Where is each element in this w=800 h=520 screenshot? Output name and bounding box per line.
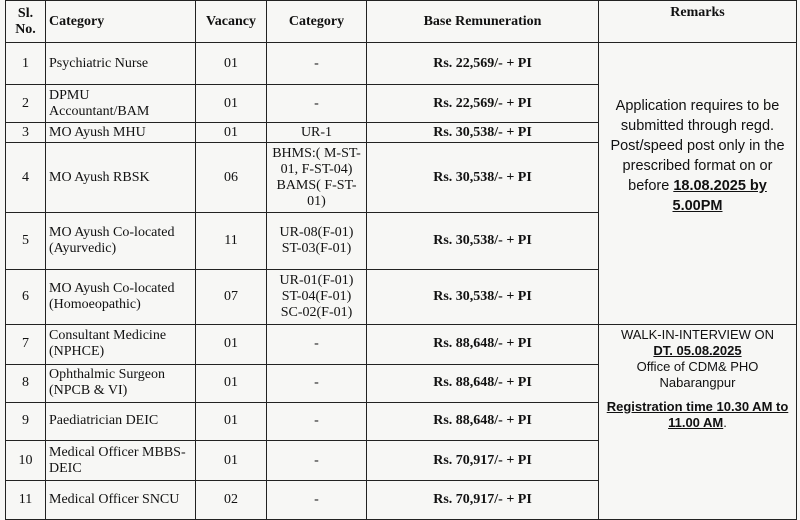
sl-cell: 6 — [6, 270, 46, 325]
category-header: Category — [46, 1, 196, 43]
vacancy-header: Vacancy — [196, 1, 267, 43]
remarks-spacer — [605, 240, 790, 248]
post-cell: DPMU Accountant/BAM — [46, 84, 196, 122]
pay-cell: Rs. 22,569/- + PI — [367, 84, 599, 122]
sl-cell: 11 — [6, 481, 46, 520]
pay-cell: Rs. 30,538/- + PI — [367, 213, 599, 270]
reservation-cell: - — [267, 481, 367, 520]
vacancy-cell: 11 — [196, 213, 267, 270]
registration-time: Registration time 10.30 AM to 11.00 AM — [606, 398, 789, 430]
pay-cell: Rs. 30,538/- + PI — [367, 270, 599, 325]
post-cell: Medical Officer MBBS-DEIC — [46, 441, 196, 481]
registration-period: . — [723, 414, 727, 430]
sl-cell: 3 — [6, 123, 46, 142]
pay-cell: Rs. 30,538/- + PI — [367, 142, 599, 213]
reservation-cell: - — [267, 43, 367, 84]
postal-instructions: Application requires to be submitted through regd. Post/speed post only in the prescribed format on or before — [610, 97, 785, 194]
sl-cell: 9 — [6, 402, 46, 440]
vacancy-cell: 06 — [196, 142, 267, 213]
vacancy-cell: 02 — [196, 481, 267, 520]
deadline-text: 18.08.2025 by 5.00PM — [672, 177, 767, 214]
remuneration-header: Base Remuneration — [367, 1, 599, 43]
table-row — [6, 324, 797, 364]
vacancy-cell: 01 — [196, 43, 267, 84]
walk-in-place: Nabarangpur — [659, 374, 736, 390]
reservation-cell: - — [267, 402, 367, 440]
vacancy-cell: 01 — [196, 324, 267, 364]
walk-in-remarks — [599, 324, 797, 519]
post-cell: Consultant Medicine (NPHCE) — [46, 324, 196, 364]
remarks-spacer — [605, 224, 790, 232]
sl-cell: 8 — [6, 365, 46, 402]
remarks-header: Remarks — [599, 1, 797, 43]
reservation-cell: UR-1 — [267, 123, 367, 142]
post-cell: MO Ayush Co-located (Ayurvedic) — [46, 213, 196, 270]
reservation-category-header: Category — [267, 1, 367, 43]
postal-remarks — [599, 43, 797, 324]
reservation-cell: UR-01(F-01) ST-04(F-01) SC-02(F-01) — [267, 270, 367, 325]
post-cell: MO Ayush RBSK — [46, 142, 196, 213]
reservation-cell: - — [267, 365, 367, 402]
no-label: No. — [15, 21, 36, 37]
sl-cell: 7 — [6, 324, 46, 364]
walk-in-heading: WALK-IN-INTERVIEW ON — [620, 326, 775, 342]
pay-cell: Rs. 70,917/- + PI — [367, 481, 599, 520]
reservation-cell: UR-08(F-01) ST-03(F-01) — [267, 213, 367, 270]
pay-cell: Rs. 22,569/- + PI — [367, 43, 599, 84]
post-cell: Medical Officer SNCU — [46, 481, 196, 520]
vacancy-cell: 01 — [196, 84, 267, 122]
post-cell: Paediatrician DEIC — [46, 402, 196, 440]
recruitment-table — [5, 0, 797, 520]
reservation-cell: BHMS:( M-ST-01, F-ST-04) BAMS( F-ST-01) — [267, 142, 367, 213]
remarks-spacer — [605, 216, 790, 224]
reservation-cell: - — [267, 441, 367, 481]
pay-cell: Rs. 30,538/- + PI — [367, 123, 599, 142]
sl-cell: 2 — [6, 84, 46, 122]
reservation-cell: - — [267, 84, 367, 122]
sl-cell: 5 — [6, 213, 46, 270]
vacancy-cell: 01 — [196, 365, 267, 402]
remarks-spacer — [605, 248, 790, 256]
reservation-cell: - — [267, 324, 367, 364]
sl-label: Sl. — [17, 5, 34, 21]
remarks-spacer — [603, 391, 792, 399]
remarks-spacer — [605, 232, 790, 240]
pay-cell: Rs. 88,648/- + PI — [367, 324, 599, 364]
vacancy-cell: 07 — [196, 270, 267, 325]
vacancy-cell: 01 — [196, 402, 267, 440]
post-cell: MO Ayush MHU — [46, 123, 196, 142]
sl-cell: 10 — [6, 441, 46, 481]
post-cell: MO Ayush Co-located (Homoeopathic) — [46, 270, 196, 325]
sl-cell: 1 — [6, 43, 46, 84]
vacancy-cell: 01 — [196, 441, 267, 481]
post-cell: Psychiatric Nurse — [46, 43, 196, 84]
vacancy-cell: 01 — [196, 123, 267, 142]
table-row — [6, 43, 797, 84]
sl-no-header — [6, 1, 46, 43]
pay-cell: Rs. 88,648/- + PI — [367, 365, 599, 402]
walk-in-venue: Office of CDM& PHO — [636, 358, 759, 374]
pay-cell: Rs. 70,917/- + PI — [367, 441, 599, 481]
remarks-spacer — [605, 256, 790, 264]
header-row — [6, 1, 797, 43]
post-cell: Ophthalmic Surgeon (NPCB & VI) — [46, 365, 196, 402]
sl-cell: 4 — [6, 142, 46, 213]
pay-cell: Rs. 88,648/- + PI — [367, 402, 599, 440]
remarks-spacer — [605, 264, 790, 272]
walk-in-date: DT. 05.08.2025 — [653, 342, 742, 358]
